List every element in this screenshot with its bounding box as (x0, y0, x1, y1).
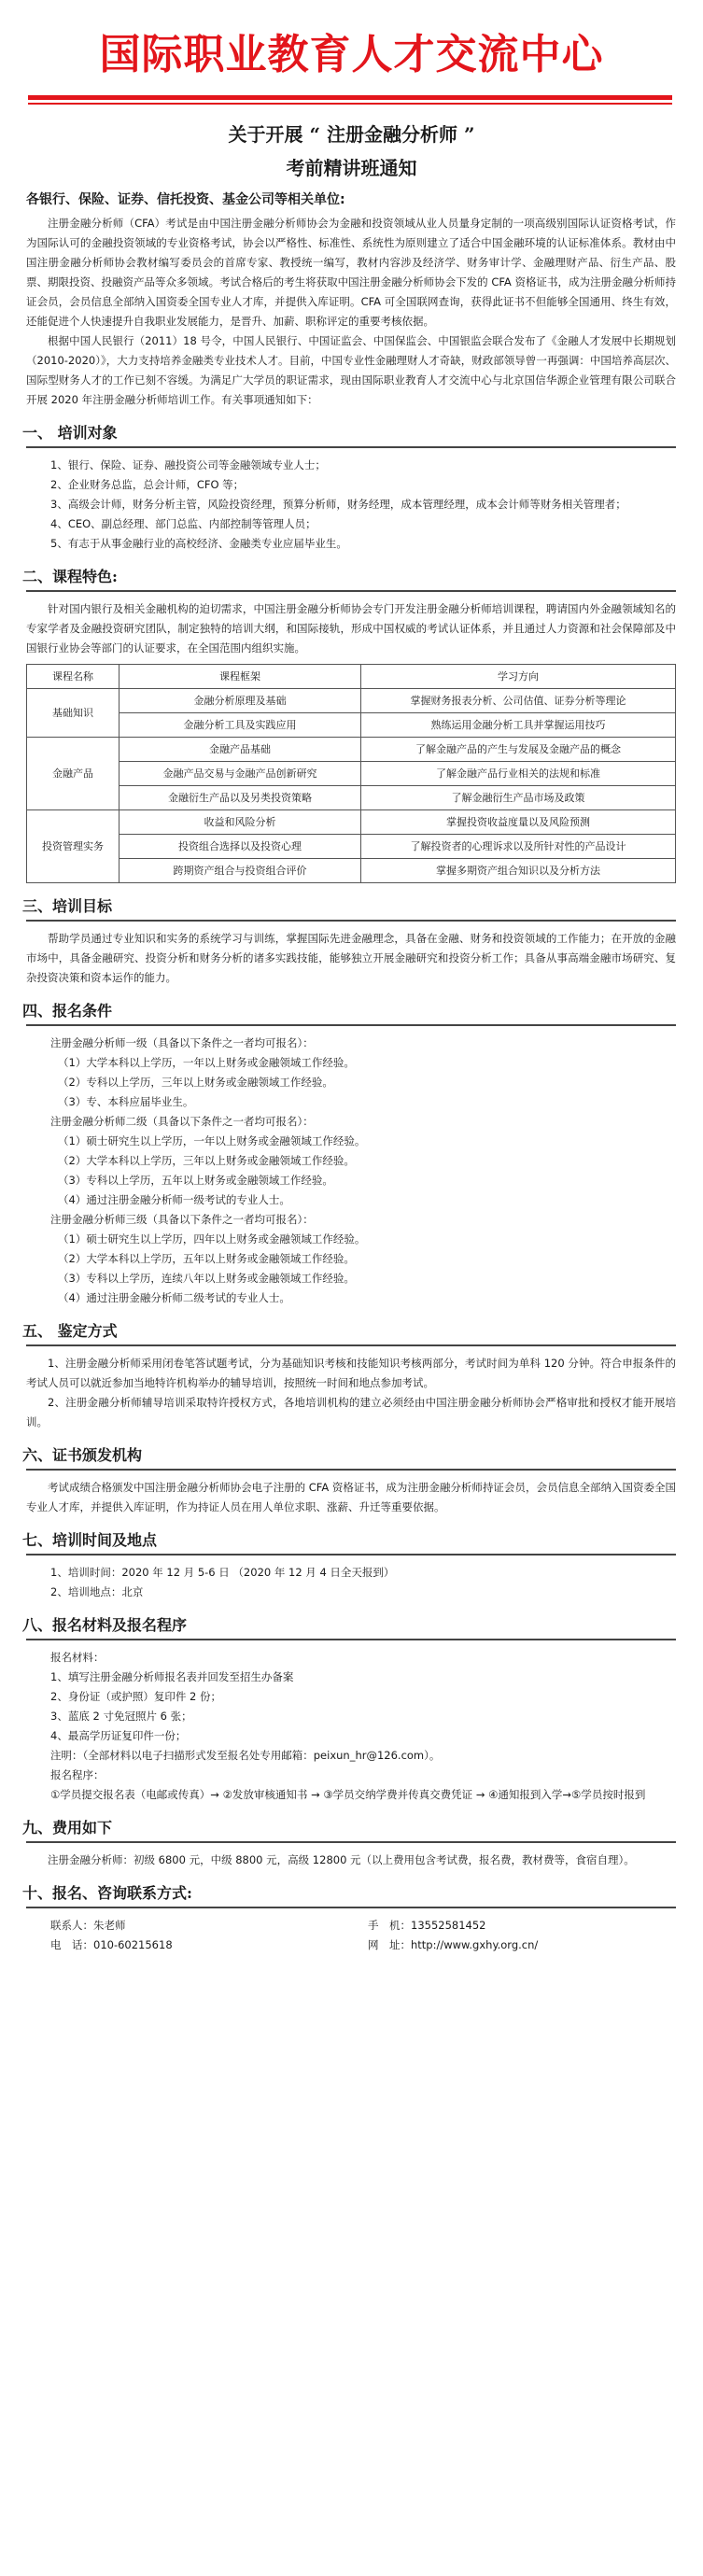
intro-paragraph: 根据中国人民银行（2011）18 号令，中国人民银行、中国证监会、中国保监会、中国银监会联合发布了《金融人才发展中长期规划（2010-2020）》，大力支持培养金融类专业技术人才。目前，中国专业性金融理财人才奇缺，财政部领导曾一再强调：中国培养高层次、国际型财务人才的工作已刻不容缓。为满足广大学员的职证需求，现由国际职业教育人才交流中心与北京国信华源企业管理有限公司联合开展 2020 年注册金融分析师培训工作。有关事项通知如下： (26, 334, 676, 406)
assessment-paragraph: 2、注册金融分析师辅导培训采取特许授权方式，各地培训机构的建立必须经由中国注册金融分析师协会严格审批和授权才能开展培训。 (26, 1396, 676, 1429)
table-row (27, 713, 676, 738)
condition-item: （3）专科以上学历，连续八年以上财务或金融领域工作经验。 (58, 1272, 355, 1285)
table-row (27, 762, 676, 786)
table-cell: 了解金融产品的产生与发展及金融产品的概念 (361, 738, 676, 762)
list-item: 1、填写注册金融分析师报名表并回发至招生办备案 (50, 1670, 294, 1683)
materials-label: 报名材料： (50, 1651, 105, 1664)
condition-heading: 注册金融分析师二级（具备以下条件之一者均可报名）： (50, 1115, 314, 1128)
procedure-label: 报名程序： (50, 1768, 105, 1781)
table-cell: 跨期资产组合与投资组合评价 (120, 859, 361, 883)
list-item: 3、高级会计师，财务分析主管，风险投资经理，预算分析师，财务经理，成本管理经理，成本会计师等财务相关管理者； (50, 498, 626, 511)
table-cell: 掌握多期资产组合知识以及分析方法 (361, 859, 676, 883)
fee-paragraph: 注册金融分析师：初级 6800 元，中级 8800 元，高级 12800 元（以上费用包含考试费，报名费，教材费等，食宿自理）。 (48, 1853, 635, 1866)
assessment-paragraph: 1、注册金融分析师采用闭卷笔答试题考试，分为基础知识考核和技能知识考核两部分，考试时间为单科 120 分钟。符合申报条件的考试人员可以就近参加当地特许机构举办的辅导培训，按照统一时间和地点参加考试。 (26, 1357, 676, 1389)
table-cell: 了解金融产品行业相关的法规和标准 (361, 762, 676, 786)
condition-item: （1）大学本科以上学历，一年以上财务或金融领域工作经验。 (58, 1056, 355, 1069)
section-heading: 五、 鉴定方式 (22, 1322, 118, 1340)
certificate-paragraph: 考试成绩合格颁发中国注册金融分析师协会电子注册的 CFA 资格证书，成为注册金融分析师持证会员，会员信息全部纳入国资委全国专业人才库，并提供入库证明，作为持证人员在用人单位求职、涨薪、升迁等重要依据。 (26, 1481, 676, 1513)
salutation: 各银行、保险、证券、信托投资、基金公司等相关单位: (26, 192, 345, 207)
intro-paragraph: 注册金融分析师（CFA）考试是由中国注册金融分析师协会为金融和投资领域从业人员量身定制的一项高级别国际认证资格考试，作为国际认可的金融投资领域的专业资格考试，协会以严格性、标准性、系统性为原则建立了适合中国金融环境的认证标准体系。教材由中国注册金融分析师协会教材编写委员会的首席专家、教授统一编写，教材内容涉及经济学、财务审计学、金融理财产品、衍生产品、股票、期限投资、投融资产品等众多领域。考试合格后的考生将获取中国注册金融分析师协会下发的 CFA 资格证书，成为注册金融分析师持证会员，会员信息全部纳入国资委全国专业人才库，并提供入库证明。CFA 可全国联网查询，获得此证书不但能够全国通用、终生有效，还能促进个人快速提升自我职业发展能力，是晋升、加薪、职称评定的重要考核依据。 (26, 217, 676, 328)
table-cell: 金融衍生产品以及另类投资策略 (120, 786, 361, 810)
section-divider (26, 590, 676, 592)
contact-person: 联系人：朱老师 (50, 1919, 126, 1932)
table-row (27, 689, 676, 713)
list-item: 2、企业财务总监，总会计师，CFO 等； (50, 478, 245, 491)
list-item: 4、CEO、副总经理、部门总监、内部控制等管理人员； (50, 517, 316, 530)
condition-heading: 注册金融分析师一级（具备以下条件之一者均可报名）： (50, 1036, 314, 1049)
condition-item: （1）硕士研究生以上学历，一年以上财务或金融领域工作经验。 (58, 1134, 366, 1147)
condition-item: （2）大学本科以上学历，三年以上财务或金融领域工作经验。 (58, 1154, 355, 1167)
list-item: 2、培训地点：北京 (50, 1585, 144, 1598)
condition-item: （2）专科以上学历，三年以上财务或金融领域工作经验。 (58, 1076, 333, 1089)
list-item: 5、有志于从事金融行业的高校经济、金融类专业应届毕业生。 (50, 537, 347, 550)
table-cell: 金融分析原理及基础 (120, 689, 361, 713)
list-item: 1、银行、保险、证券、融投资公司等金融领域专业人士； (50, 458, 326, 472)
table-cell: 基础知识 (27, 689, 120, 738)
header-rule-thin (28, 103, 672, 105)
course-table (26, 664, 676, 883)
table-header-cell: 学习方向 (361, 665, 676, 689)
section-divider (26, 1639, 676, 1640)
table-cell: 金融产品基础 (120, 738, 361, 762)
table-cell: 掌握财务报表分析、公司估值、证券分析等理论 (361, 689, 676, 713)
table-cell: 了解投资者的心理诉求以及所针对性的产品设计 (361, 835, 676, 859)
contact-row (26, 1916, 676, 1936)
table-cell: 金融产品交易与金融产品创新研究 (120, 762, 361, 786)
section-divider (26, 1344, 676, 1346)
condition-item: （2）大学本科以上学历，五年以上财务或金融领域工作经验。 (58, 1252, 355, 1265)
condition-item: （3）专、本科应届毕业生。 (58, 1095, 194, 1108)
org-title: 国际职业教育人才交流中心 (99, 31, 604, 78)
contact-phone: 电 话：010-60215618 (50, 1938, 173, 1951)
table-cell: 了解金融衍生产品市场及政策 (361, 786, 676, 810)
table-header-cell: 课程框架 (120, 665, 361, 689)
condition-item: （4）通过注册金融分析师二级考试的专业人士。 (58, 1291, 290, 1304)
table-row (27, 835, 676, 859)
section-divider (26, 920, 676, 922)
section-heading: 八、报名材料及报名程序 (22, 1616, 188, 1634)
table-row (27, 786, 676, 810)
section-divider (26, 1024, 676, 1026)
table-row (27, 738, 676, 762)
table-cell: 投资管理实务 (27, 810, 120, 883)
section-divider (26, 446, 676, 448)
notice-title: 关于开展 “ 注册金融分析师 ” (228, 123, 475, 146)
contact-mobile: 手 机：13552581452 (368, 1919, 486, 1932)
section-divider (26, 1554, 676, 1555)
section-divider (26, 1841, 676, 1843)
notice-body (22, 190, 676, 1955)
materials-note: 注明：（全部材料以电子扫描形式发至报名处专用邮箱：peixun_hr@126.com）。 (50, 1749, 441, 1762)
condition-item: （1）硕士研究生以上学历，四年以上财务或金融领域工作经验。 (58, 1232, 366, 1246)
contact-row (26, 1936, 676, 1955)
section-heading: 三、培训目标 (22, 897, 113, 915)
table-row (27, 859, 676, 883)
features-paragraph: 针对国内银行及相关金融机构的迫切需求，中国注册金融分析师协会专门开发注册金融分析师培训课程，聘请国内外金融领域知名的专家学者及金融投资研究团队，制定独特的培训大纲，和国际接轨，形成中国权威的考试认证体系，并且通过人力资源和社会保障部及中国银行业协会等部门的认证要求，在全国范围内组织实施。 (26, 602, 676, 655)
table-row (27, 810, 676, 835)
goal-paragraph: 帮助学员通过专业知识和实务的系统学习与训练，掌握国际先进金融理念，具备在金融、财务和投资领域的工作能力；在开放的金融市场中，具备金融研究、投资分析和财务分析的诸多实践技能，能够独立开展金融研究和投资分析工作；具备从事高端金融市场研究、复杂投资决策和资本运作的能力。 (26, 932, 676, 984)
table-cell: 熟练运用金融分析工具并掌握运用技巧 (361, 713, 676, 738)
table-cell: 掌握投资收益度量以及风险预测 (361, 810, 676, 835)
table-cell: 投资组合选择以及投资心理 (120, 835, 361, 859)
section-divider (26, 1469, 676, 1471)
list-item: 1、培训时间：2020 年 12 月 5-6 日 （2020 年 12 月 4 日全天报到） (50, 1566, 395, 1579)
section-heading: 七、培训时间及地点 (22, 1531, 158, 1549)
table-header-cell: 课程名称 (27, 665, 120, 689)
table-cell: 收益和风险分析 (120, 810, 361, 835)
procedure-flow: ①学员提交报名表（电邮或传真）→ ②发放审核通知书 → ③学员交纳学费并传真交费凭证 → ④通知报到入学→⑤学员按时报到 (50, 1788, 646, 1801)
condition-item: （3）专科以上学历，五年以上财务或金融领域工作经验。 (58, 1174, 333, 1187)
section-heading: 四、报名条件 (22, 1002, 113, 1020)
list-item: 2、身份证（或护照）复印件 2 份； (50, 1690, 221, 1703)
list-item: 3、蓝底 2 寸免冠照片 6 张； (50, 1710, 192, 1723)
section-divider (26, 1907, 676, 1908)
section-heading: 二、课程特色: (22, 568, 118, 585)
section-heading: 一、 培训对象 (22, 424, 118, 442)
section-heading: 九、费用如下 (22, 1819, 113, 1837)
contact-website[interactable]: 网 址：http://www.gxhy.org.cn/ (368, 1938, 539, 1951)
table-header-row (27, 665, 676, 689)
notice-subtitle: 考前精讲班通知 (286, 157, 417, 179)
header-rule (28, 95, 672, 100)
table-cell: 金融分析工具及实践应用 (120, 713, 361, 738)
table-cell: 金融产品 (27, 738, 120, 810)
condition-item: （4）通过注册金融分析师一级考试的专业人士。 (58, 1193, 290, 1206)
section-heading: 十、报名、咨询联系方式: (22, 1884, 192, 1902)
list-item: 4、最高学历证复印件一份； (50, 1729, 187, 1742)
section-heading: 六、证书颁发机构 (22, 1446, 143, 1464)
condition-heading: 注册金融分析师三级（具备以下条件之一者均可报名）： (50, 1213, 314, 1226)
